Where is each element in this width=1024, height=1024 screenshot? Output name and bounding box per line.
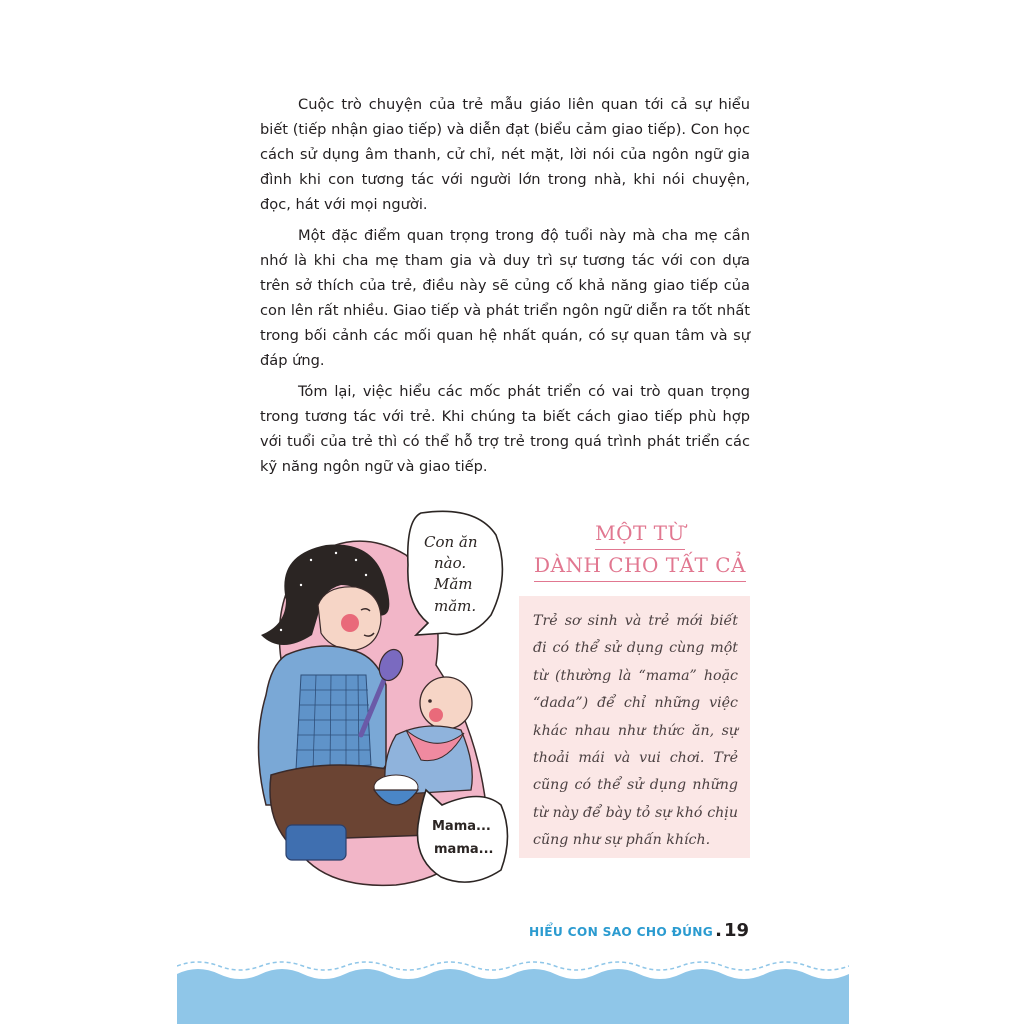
speech-mother-line-2: nào. <box>434 554 467 572</box>
page-number: 19 <box>723 920 749 941</box>
speech-mother-line-1: Con ăn <box>424 533 478 551</box>
footer-separator: . <box>715 920 722 941</box>
baby-cheek <box>429 708 443 722</box>
speech-bubble-mother <box>408 511 503 635</box>
sidebar-note-text: Trẻ sơ sinh và trẻ mới biết đi có thể sử dụng cùng một từ (thường là “mama” hoặc “dada”) để chỉ những việc khác nhau như thức ăn, sự thoải mái và vui chơi. Trẻ cũng có thể sử dụng những từ này để bày tỏ sự khó chịu cũng như sự phấn khích. <box>533 613 738 849</box>
body-text <box>260 92 750 485</box>
speech-mother-line-4: măm. <box>434 597 477 615</box>
paragraph-2: Một đặc điểm quan trọng trong độ tuổi này mà cha mẹ cần nhớ là khi cha mẹ tham gia và duy trì sự tương tác với con dựa trên sở thích của trẻ, điều này sẽ củng cố khả năng giao tiếp của con lên rất nhiều. Giao tiếp và phát triển ngôn ngữ diễn ra tốt nhất trong bối cảnh các mối quan hệ nhất quán, có sự quan tâm và sự đáp ứng. <box>260 227 751 369</box>
speech-baby-line-2: mama... <box>434 842 494 857</box>
mother-apron <box>296 675 371 770</box>
speech-bubble-baby <box>417 790 507 882</box>
speech-baby-line-1: Mama... <box>432 819 491 834</box>
mother-feeding-baby-illustration <box>246 505 510 890</box>
paragraph-3: Tóm lại, việc hiểu các mốc phát triển có vai trò quan trọng trong tương tác với trẻ. Khi chúng ta biết cách giao tiếp phù hợp với tuổi của trẻ thì có thể hỗ trợ trẻ trong quá trình phát triển các kỹ năng ngôn ngữ và giao tiếp. <box>260 383 750 475</box>
sidebar-title-line-1: MỘT TỪ <box>595 518 685 550</box>
paragraph-1: Cuộc trò chuyện của trẻ mẫu giáo liên quan tới cả sự hiểu biết (tiếp nhận giao tiếp) và diễn đạt (biểu cảm giao tiếp). Con học cách sử dụng âm thanh, cử chỉ, nét mặt, lời nói của ngôn ngữ gia đình khi con tương tác với người lớn trong nhà, khi nói chuyện, đọc, hát với mọi người. <box>260 96 750 213</box>
footer-book-title: HIỂU CON SAO CHO ĐÚNG <box>528 925 714 939</box>
mother-cheek <box>341 614 359 632</box>
footer-wave-decoration <box>177 960 849 1024</box>
sidebar-note-box <box>519 596 750 858</box>
sidebar-title <box>520 518 760 582</box>
speech-mother-line-3: Măm <box>434 575 473 593</box>
baby-head <box>420 677 472 729</box>
sidebar-title-line-2: DÀNH CHO TẤT CẢ <box>534 550 746 582</box>
pot <box>286 825 346 860</box>
page-footer <box>529 920 749 950</box>
